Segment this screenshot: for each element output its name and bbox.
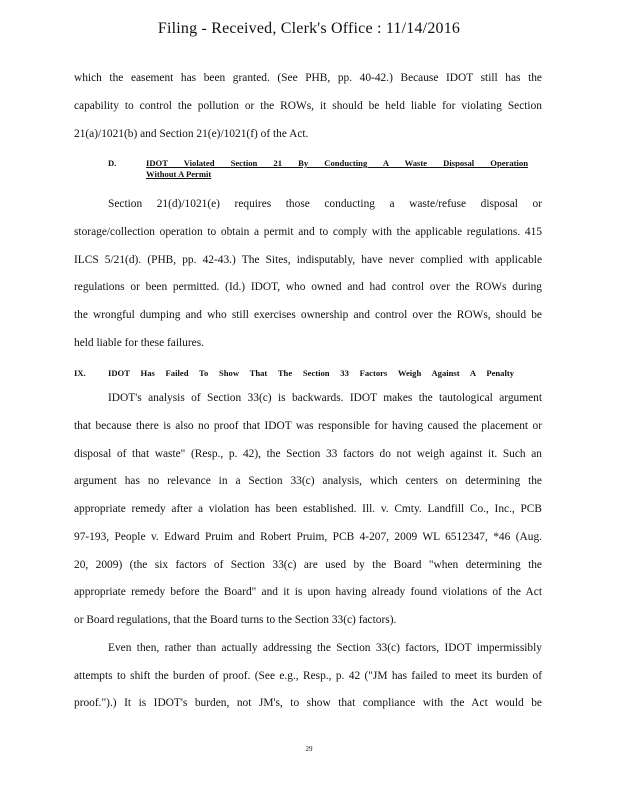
text-line: Section 21(d)/1021(e) requires those conducting a waste/refuse disposal or (108, 198, 542, 210)
page-number: 29 (305, 745, 313, 753)
text-line: disposal of that waste" (Resp., p. 42), the Section 33 factors do not weigh against it. Such an (74, 448, 542, 460)
text-line: ILCS 5/21(d). (PHB, pp. 42-43.) The Sites, indisputably, have never complied with applicable (74, 254, 542, 266)
heading-label: IX. (74, 368, 86, 378)
text-line: or Board regulations, that the Board turns to the Section 33(c) factors). (74, 614, 397, 626)
text-line: Even then, rather than actually addressing the Section 33(c) factors, IDOT impermissibly (108, 642, 542, 654)
text-line: IDOT's analysis of Section 33(c) is backwards. IDOT makes the tautological argument (108, 392, 542, 404)
heading-text-line2: Without A Permit (146, 169, 212, 179)
text-line: argument has no relevance in a Section 33(c) analysis, which centers on determining the (74, 475, 542, 487)
text-line: which the easement has been granted. (See PHB, pp. 40-42.) Because IDOT still has the (74, 72, 542, 84)
text-line: appropriate remedy after a violation has been established. Ill. v. Cmty. Landfill Co., Inc., PCB (74, 503, 542, 515)
filing-header: Filing - Received, Clerk's Office : 11/14/2016 (157, 20, 461, 37)
text-line: capability to control the pollution or the ROWs, it should be held liable for violating Section (74, 100, 542, 112)
section-heading-d (108, 158, 528, 180)
text-line: appropriate remedy before the Board" and it is upon having already found violations of the Act (74, 586, 542, 598)
text-line: 97-193, People v. Edward Pruim and Robert Pruim, PCB 4-207, 2009 WL 6512347, *46 (Aug. (74, 531, 542, 543)
text-line: 21(a)/1021(b) and Section 21(e)/1021(f) of the Act. (74, 128, 309, 140)
section-heading-ix (74, 368, 514, 379)
text-line: proof.").) It is IDOT's burden, not JM's, to show that compliance with the Act would be (74, 697, 542, 709)
heading-text: IDOT Has Failed To Show That The Section 33 Factors Weigh Against A Penalty (108, 368, 514, 378)
text-line: the wrongful dumping and who still exercises ownership and control over the ROWs, should be (74, 309, 542, 321)
heading-text-line1: IDOT Violated Section 21 By Conducting A Waste Disposal Operation (146, 158, 528, 168)
text-line: 20, 2009) (the six factors of Section 33(c) are used by the Board "when determining the (74, 559, 542, 571)
heading-label: D. (108, 158, 117, 168)
text-line: storage/collection operation to obtain a permit and to comply with the applicable regulations. 415 (74, 226, 542, 238)
text-line: regulations or been permitted. (Id.) IDOT, who owned and had control over the ROWs during (74, 281, 542, 293)
text-line: held liable for these failures. (74, 337, 204, 349)
text-line: attempts to shift the burden of proof. (See e.g., Resp., p. 42 ("JM has failed to meet its burden of (74, 670, 542, 682)
text-line: that because there is also no proof that IDOT was responsible for having caused the placement or (74, 420, 542, 432)
